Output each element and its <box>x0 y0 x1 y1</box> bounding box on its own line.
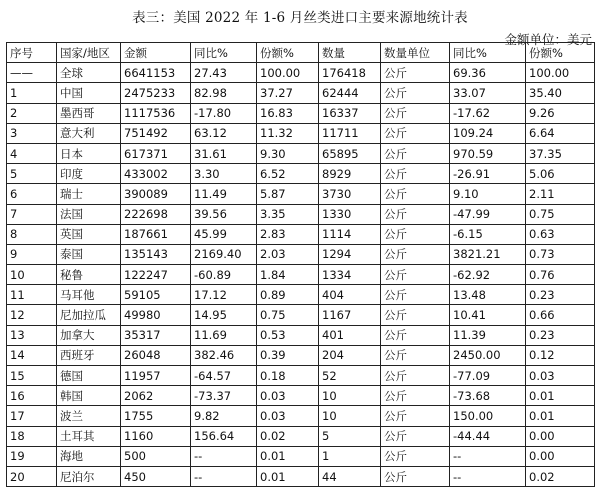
table-cell: 5 <box>319 426 381 446</box>
table-cell: 0.75 <box>526 204 595 224</box>
table-cell: 20 <box>7 466 57 486</box>
table-cell: -26.91 <box>450 164 526 184</box>
table-cell: 公斤 <box>381 204 450 224</box>
table-cell: 100.00 <box>526 63 595 83</box>
table-row <box>7 164 595 184</box>
table-cell: 109.24 <box>450 123 526 143</box>
table-cell: 4 <box>7 143 57 163</box>
table-cell: 970.59 <box>450 143 526 163</box>
table-cell: 0.73 <box>526 244 595 264</box>
table-cell: 15 <box>7 366 57 386</box>
table-cell: 156.64 <box>191 426 257 446</box>
table-cell: 1755 <box>121 406 191 426</box>
table-cell: 公斤 <box>381 386 450 406</box>
table-cell: 0.23 <box>526 285 595 305</box>
table-cell: 150.00 <box>450 406 526 426</box>
table-cell: 9 <box>7 244 57 264</box>
table-cell: 3.35 <box>257 204 319 224</box>
table-cell: 0.23 <box>526 325 595 345</box>
table-cell: 2.83 <box>257 224 319 244</box>
table-row <box>7 285 595 305</box>
table-cell: 公斤 <box>381 466 450 486</box>
table-cell: 45.99 <box>191 224 257 244</box>
table-cell: 公斤 <box>381 345 450 365</box>
table-cell: 尼泊尔 <box>57 466 121 486</box>
table-cell: 0.01 <box>257 446 319 466</box>
table-row <box>7 386 595 406</box>
table-cell: 0.89 <box>257 285 319 305</box>
table-row <box>7 265 595 285</box>
table-cell: 65895 <box>319 143 381 163</box>
table-cell: 37.27 <box>257 83 319 103</box>
table-cell: -- <box>450 446 526 466</box>
table-row <box>7 224 595 244</box>
table-row <box>7 63 595 83</box>
table-cell: 100.00 <box>257 63 319 83</box>
table-row <box>7 123 595 143</box>
table-cell: 1294 <box>319 244 381 264</box>
table-row <box>7 325 595 345</box>
table-cell: 11.32 <box>257 123 319 143</box>
table-cell: 2062 <box>121 386 191 406</box>
table-cell: 0.02 <box>257 426 319 446</box>
table-cell: 土耳其 <box>57 426 121 446</box>
currency-unit-note: 金额单位：美元 <box>504 32 592 47</box>
header-cell: 序号 <box>7 43 57 63</box>
table-cell: 11.69 <box>191 325 257 345</box>
table-cell: 公斤 <box>381 103 450 123</box>
table-cell: -- <box>191 446 257 466</box>
table-cell: 751492 <box>121 123 191 143</box>
table-cell: 11711 <box>319 123 381 143</box>
table-cell: 6.64 <box>526 123 595 143</box>
header-cell: 份额% <box>257 43 319 63</box>
table-cell: 公斤 <box>381 285 450 305</box>
table-cell: 35317 <box>121 325 191 345</box>
table-cell: 69.36 <box>450 63 526 83</box>
table-cell: 14 <box>7 345 57 365</box>
table-cell: 222698 <box>121 204 191 224</box>
table-cell: 公斤 <box>381 325 450 345</box>
table-cell: 5 <box>7 164 57 184</box>
table-cell: 1330 <box>319 204 381 224</box>
table-cell: 0.02 <box>526 466 595 486</box>
table-cell: 433002 <box>121 164 191 184</box>
table-cell: 公斤 <box>381 123 450 143</box>
table-cell: 墨西哥 <box>57 103 121 123</box>
table-cell: 6 <box>7 184 57 204</box>
table-cell: 9.10 <box>450 184 526 204</box>
table-cell: 390089 <box>121 184 191 204</box>
table-cell: 公斤 <box>381 164 450 184</box>
table-cell: 6.52 <box>257 164 319 184</box>
table-cell: 59105 <box>121 285 191 305</box>
table-title: 表三：美国 2022 年 1-6 月丝类进口主要来源地统计表 <box>132 10 468 26</box>
table-row <box>7 184 595 204</box>
table-row <box>7 345 595 365</box>
table-cell: 2169.40 <box>191 244 257 264</box>
table-cell: 0.53 <box>257 325 319 345</box>
table-cell: 0.00 <box>526 446 595 466</box>
table-cell: 176418 <box>319 63 381 83</box>
table-cell: 18 <box>7 426 57 446</box>
table-row <box>7 305 595 325</box>
table-cell: 法国 <box>57 204 121 224</box>
table-cell: 英国 <box>57 224 121 244</box>
table-cell: 3730 <box>319 184 381 204</box>
table-cell: 37.35 <box>526 143 595 163</box>
table-cell: 1114 <box>319 224 381 244</box>
table-cell: 17.12 <box>191 285 257 305</box>
header-cell: 份额% <box>526 43 595 63</box>
table-cell: 马耳他 <box>57 285 121 305</box>
table-header-row <box>7 43 595 63</box>
table-cell: -47.99 <box>450 204 526 224</box>
table-cell: 0.39 <box>257 345 319 365</box>
table-cell: 11957 <box>121 366 191 386</box>
table-cell: 公斤 <box>381 366 450 386</box>
table-cell: 3 <box>7 123 57 143</box>
table-cell: 10 <box>319 406 381 426</box>
table-cell: -64.57 <box>191 366 257 386</box>
table-cell: 印度 <box>57 164 121 184</box>
table-cell: —— <box>7 63 57 83</box>
header-cell: 数量单位 <box>381 43 450 63</box>
table-row <box>7 244 595 264</box>
table-cell: 1167 <box>319 305 381 325</box>
table-cell: 49980 <box>121 305 191 325</box>
table-cell: -62.92 <box>450 265 526 285</box>
import-sources-table <box>6 42 595 487</box>
table-body <box>7 63 595 487</box>
table-cell: 5.87 <box>257 184 319 204</box>
table-cell: 5.06 <box>526 164 595 184</box>
table-cell: 7 <box>7 204 57 224</box>
table-cell: 瑞士 <box>57 184 121 204</box>
table-cell: 17 <box>7 406 57 426</box>
table-cell: 404 <box>319 285 381 305</box>
header-cell: 同比% <box>191 43 257 63</box>
table-cell: 0.63 <box>526 224 595 244</box>
table-cell: 0.01 <box>526 386 595 406</box>
table-cell: 0.76 <box>526 265 595 285</box>
table-cell: 公斤 <box>381 63 450 83</box>
table-cell: 135143 <box>121 244 191 264</box>
table-cell: 公斤 <box>381 426 450 446</box>
table-cell: 27.43 <box>191 63 257 83</box>
table-cell: -77.09 <box>450 366 526 386</box>
table-cell: 中国 <box>57 83 121 103</box>
table-cell: 9.30 <box>257 143 319 163</box>
table-cell: 11 <box>7 285 57 305</box>
table-cell: -17.80 <box>191 103 257 123</box>
table-cell: 44 <box>319 466 381 486</box>
table-cell: 0.12 <box>526 345 595 365</box>
table-cell: -- <box>450 466 526 486</box>
table-cell: 16337 <box>319 103 381 123</box>
table-cell: 63.12 <box>191 123 257 143</box>
header-cell: 同比% <box>450 43 526 63</box>
table-cell: 122247 <box>121 265 191 285</box>
table-cell: 204 <box>319 345 381 365</box>
table-cell: 3821.21 <box>450 244 526 264</box>
table-cell: 0.03 <box>526 366 595 386</box>
table-cell: 公斤 <box>381 244 450 264</box>
header-cell: 国家/地区 <box>57 43 121 63</box>
table-cell: 14.95 <box>191 305 257 325</box>
table-cell: 0.75 <box>257 305 319 325</box>
table-cell: 德国 <box>57 366 121 386</box>
table-cell: 0.01 <box>257 466 319 486</box>
table-row <box>7 366 595 386</box>
table-cell: -6.15 <box>450 224 526 244</box>
table-cell: 19 <box>7 446 57 466</box>
table-cell: -- <box>191 466 257 486</box>
table-cell: 187661 <box>121 224 191 244</box>
table-cell: 11.39 <box>450 325 526 345</box>
table-cell: 62444 <box>319 83 381 103</box>
table-cell: 1160 <box>121 426 191 446</box>
table-cell: 公斤 <box>381 406 450 426</box>
table-cell: 35.40 <box>526 83 595 103</box>
table-cell: 尼加拉瓜 <box>57 305 121 325</box>
table-cell: 0.03 <box>257 406 319 426</box>
table-cell: 10.41 <box>450 305 526 325</box>
table-cell: 韩国 <box>57 386 121 406</box>
table-cell: 1 <box>319 446 381 466</box>
table-cell: 26048 <box>121 345 191 365</box>
table-cell: 2 <box>7 103 57 123</box>
table-row <box>7 446 595 466</box>
table-row <box>7 406 595 426</box>
table-cell: 1.84 <box>257 265 319 285</box>
table-cell: -44.44 <box>450 426 526 446</box>
table-cell: 2450.00 <box>450 345 526 365</box>
table-cell: 秘鲁 <box>57 265 121 285</box>
table-cell: 6641153 <box>121 63 191 83</box>
table-cell: 1 <box>7 83 57 103</box>
table-cell: -73.37 <box>191 386 257 406</box>
table-cell: -17.62 <box>450 103 526 123</box>
table-row <box>7 103 595 123</box>
table-cell: 0.66 <box>526 305 595 325</box>
table-cell: 382.46 <box>191 345 257 365</box>
table-cell: 16.83 <box>257 103 319 123</box>
table-cell: 8 <box>7 224 57 244</box>
table-cell: 401 <box>319 325 381 345</box>
table-cell: 33.07 <box>450 83 526 103</box>
table-row <box>7 143 595 163</box>
table-cell: 0.00 <box>526 426 595 446</box>
table-cell: 0.18 <box>257 366 319 386</box>
table-cell: 0.01 <box>526 406 595 426</box>
table-cell: 16 <box>7 386 57 406</box>
header-cell: 数量 <box>319 43 381 63</box>
table-cell: 10 <box>319 386 381 406</box>
table-row <box>7 204 595 224</box>
table-cell: 31.61 <box>191 143 257 163</box>
table-row <box>7 466 595 486</box>
table-cell: 2.03 <box>257 244 319 264</box>
table-cell: 2475233 <box>121 83 191 103</box>
table-cell: 82.98 <box>191 83 257 103</box>
table-cell: 450 <box>121 466 191 486</box>
table-cell: 公斤 <box>381 224 450 244</box>
table-cell: 西班牙 <box>57 345 121 365</box>
table-cell: 公斤 <box>381 143 450 163</box>
table-cell: 0.03 <box>257 386 319 406</box>
table-cell: 9.82 <box>191 406 257 426</box>
table-cell: 13 <box>7 325 57 345</box>
table-cell: 公斤 <box>381 184 450 204</box>
table-cell: 1334 <box>319 265 381 285</box>
table-cell: 1117536 <box>121 103 191 123</box>
table-cell: 日本 <box>57 143 121 163</box>
table-cell: 波兰 <box>57 406 121 426</box>
table-cell: 全球 <box>57 63 121 83</box>
table-cell: 泰国 <box>57 244 121 264</box>
table-cell: 公斤 <box>381 305 450 325</box>
table-cell: 公斤 <box>381 446 450 466</box>
table-cell: 海地 <box>57 446 121 466</box>
table-cell: 意大利 <box>57 123 121 143</box>
table-cell: 8929 <box>319 164 381 184</box>
table-cell: 12 <box>7 305 57 325</box>
table-cell: 9.26 <box>526 103 595 123</box>
table-cell: -60.89 <box>191 265 257 285</box>
table-cell: 公斤 <box>381 83 450 103</box>
table-cell: 3.30 <box>191 164 257 184</box>
table-cell: 500 <box>121 446 191 466</box>
table-cell: 13.48 <box>450 285 526 305</box>
table-cell: 11.49 <box>191 184 257 204</box>
table-cell: 10 <box>7 265 57 285</box>
table-row <box>7 426 595 446</box>
table-cell: 39.56 <box>191 204 257 224</box>
table-cell: 加拿大 <box>57 325 121 345</box>
table-cell: -73.68 <box>450 386 526 406</box>
header-cell: 金额 <box>121 43 191 63</box>
table-cell: 公斤 <box>381 265 450 285</box>
table-cell: 2.11 <box>526 184 595 204</box>
table-row <box>7 83 595 103</box>
table-cell: 52 <box>319 366 381 386</box>
table-cell: 617371 <box>121 143 191 163</box>
